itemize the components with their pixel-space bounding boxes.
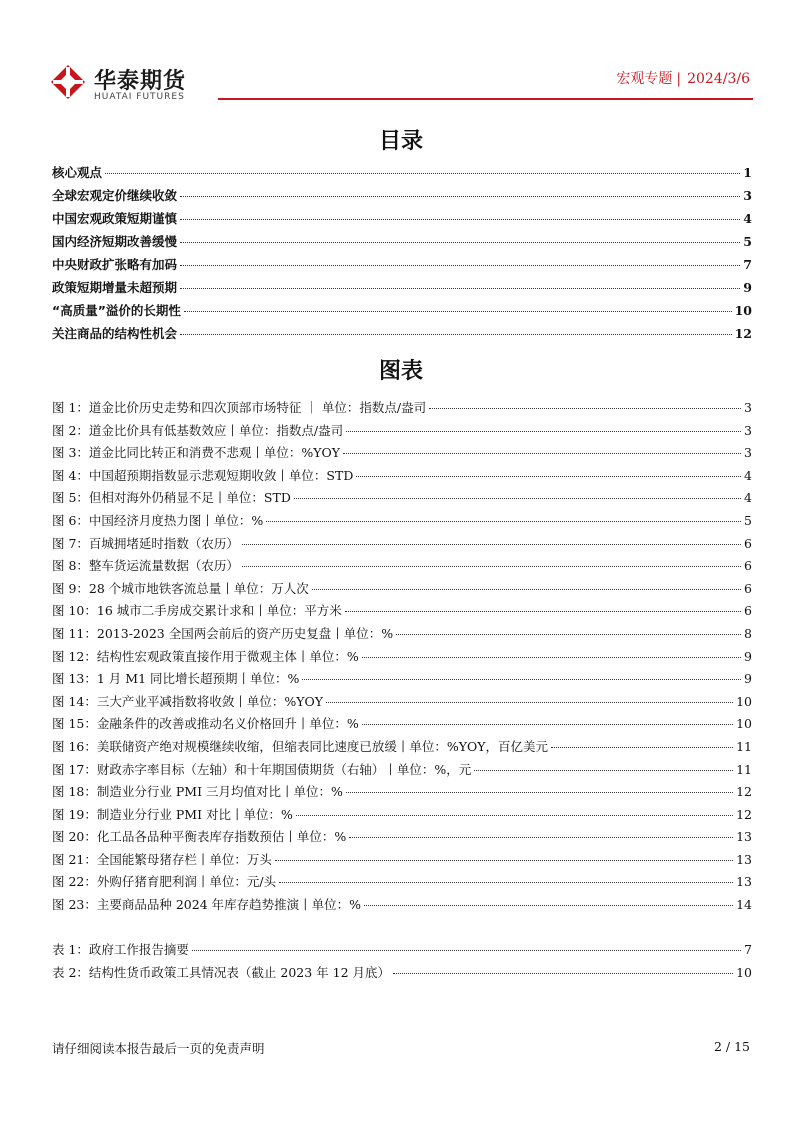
- logo-chinese-name: 华泰期货: [94, 69, 187, 94]
- toc-item[interactable]: 中国宏观政策短期谨慎 4: [52, 211, 752, 226]
- figure-item[interactable]: 图 10：16 城市二手房成交累计求和丨单位：平方米 6: [52, 603, 752, 619]
- figures-title: 图表: [378, 359, 423, 384]
- toc-item[interactable]: 中央财政扩张略有加码 7: [52, 257, 752, 272]
- figure-item[interactable]: 图 1：道金比价历史走势和四次顶部市场特征 ｜ 单位：指数点/盎司 3: [52, 400, 752, 415]
- figure-item[interactable]: 图 13：1 月 M1 同比增长超预期丨单位：% 9: [52, 671, 752, 687]
- figure-item[interactable]: 图 20：化工品各品种平衡表库存指数预估丨单位：% 13: [52, 829, 752, 845]
- toc-title: 目录: [378, 129, 423, 154]
- figure-item[interactable]: 图 16：美联储资产绝对规模继续收缩，但缩表同比速度已放缓丨单位：%YOY，百亿美元 11: [52, 738, 752, 754]
- figure-item[interactable]: 图 4：中国超预期指数显示悲观短期收敛丨单位：STD 4: [52, 467, 752, 483]
- table-item[interactable]: 表 2：结构性货币政策工具情况表（截止 2023 年 12 月底） 10: [52, 964, 752, 980]
- figure-item[interactable]: 图 6：中国经济月度热力图丨单位：% 5: [52, 512, 752, 528]
- figure-item[interactable]: 图 3：道金比同比转正和消费不悲观丨单位：%YOY 3: [52, 445, 752, 461]
- table-list: [52, 940, 752, 985]
- figure-item[interactable]: 图 9：28 个城市地铁客流总量丨单位：万人次 6: [52, 580, 752, 596]
- header-separator: |: [676, 71, 682, 87]
- figure-item[interactable]: 图 11：2013-2023 全国两会前后的资产历史复盘丨单位：% 8: [52, 625, 752, 641]
- toc-item[interactable]: 核心观点 1: [52, 165, 752, 180]
- toc-item[interactable]: 全球宏观定价继续收敛 3: [52, 188, 752, 203]
- table-item[interactable]: 表 1：政府工作报告摘要 7: [52, 942, 752, 957]
- page-header: [0, 0, 802, 110]
- figure-item[interactable]: 图 8：整车货运流量数据（农历） 6: [52, 558, 752, 574]
- report-type: 宏观专题: [616, 71, 673, 87]
- figure-item[interactable]: 图 7：百城拥堵延时指数（农历） 6: [52, 535, 752, 551]
- page-number: 2 / 15: [713, 1039, 750, 1054]
- toc-item[interactable]: 政策短期增量未超预期 9: [52, 280, 752, 295]
- figure-item[interactable]: 图 15：金融条件的改善或推动名义价格回升丨单位：% 10: [52, 716, 752, 732]
- header-divider: [218, 98, 753, 100]
- toc-list: [52, 163, 752, 347]
- toc-item[interactable]: “高质量”溢价的长期性 10: [52, 303, 752, 318]
- figure-list: [52, 398, 752, 918]
- header-meta: [616, 68, 750, 88]
- report-date: 2024/3/6: [687, 71, 750, 87]
- figure-item[interactable]: 图 5：但相对海外仍稍显不足丨单位：STD 4: [52, 490, 752, 506]
- toc-item[interactable]: 关注商品的结构性机会 12: [52, 326, 752, 341]
- figure-item[interactable]: 图 12：结构性宏观政策直接作用于微观主体丨单位：% 9: [52, 648, 752, 664]
- figure-item[interactable]: 图 22：外购仔猪育肥利润丨单位：元/头 13: [52, 874, 752, 890]
- disclaimer-note: 请仔细阅读本报告最后一页的免责声明: [52, 1041, 265, 1056]
- huatai-logo-icon: [50, 64, 86, 100]
- figure-item[interactable]: 图 17：财政赤字率目标（左轴）和十年期国债期货（右轴）丨单位：%，元 11: [52, 761, 752, 777]
- figure-item[interactable]: 图 21：全国能繁母猪存栏丨单位：万头 13: [52, 851, 752, 867]
- figure-item[interactable]: 图 19：制造业分行业 PMI 对比丨单位：% 12: [52, 806, 752, 822]
- logo-english-name: HUATAI FUTURES: [94, 92, 185, 102]
- figure-item[interactable]: 图 2：道金比价具有低基数效应丨单位：指数点/盎司 3: [52, 422, 752, 438]
- figure-item[interactable]: 图 18：制造业分行业 PMI 三月均值对比丨单位：% 12: [52, 784, 752, 800]
- figure-item[interactable]: 图 14：三大产业平减指数将收敛丨单位：%YOY 10: [52, 693, 752, 709]
- figure-item[interactable]: 图 23：主要商品品种 2024 年库存趋势推演丨单位：% 14: [52, 897, 752, 913]
- toc-item[interactable]: 国内经济短期改善缓慢 5: [52, 234, 752, 249]
